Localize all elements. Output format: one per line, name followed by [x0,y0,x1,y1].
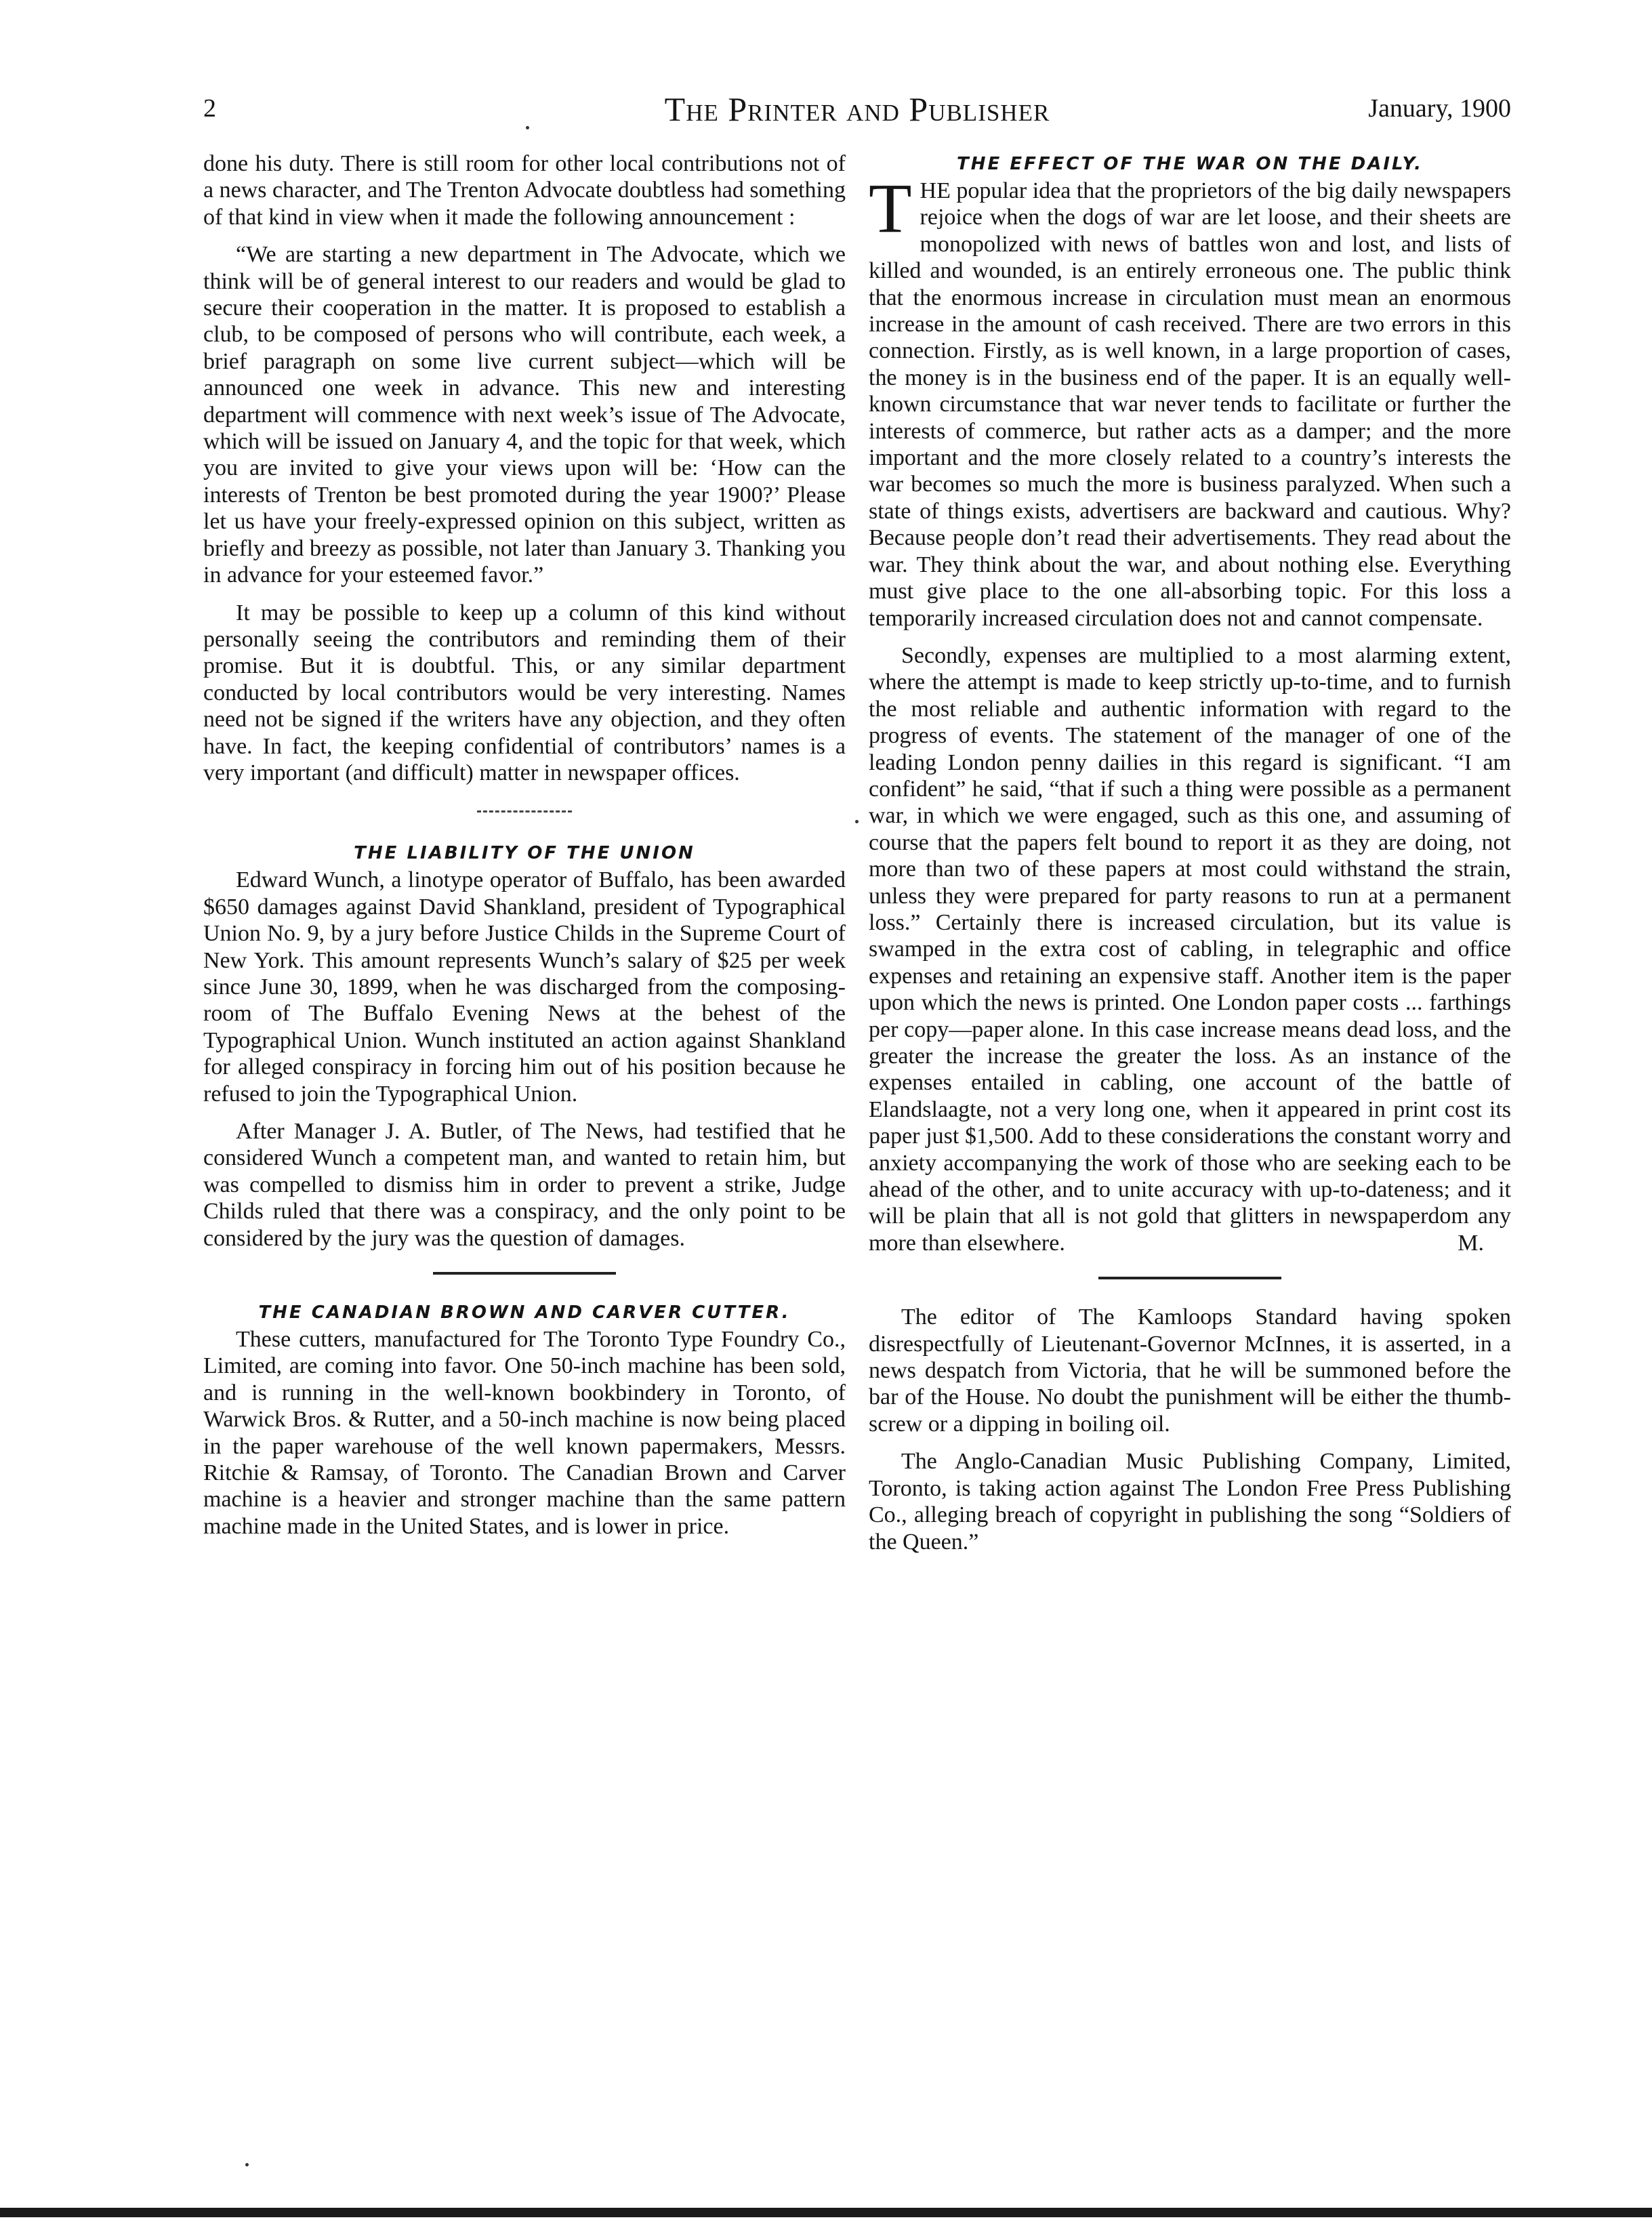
bottom-rule [0,2208,1652,2217]
war-paragraph [869,642,1511,1256]
kamloops-paragraph: The editor of The Kamloops Standard having spoken disrespectfully of Lieutenant-Governor McInnes, it is asserted, in a news despatch from Victoria, that he will be summoned before the bar of the House. No doubt the punishment will be either the thumb-screw or a dipping in boiling oil. [869,1304,1511,1437]
cutter-paragraph: These cutters, manufactured for The Toronto Type Foundry Co., Limited, are coming into favor. One 50-inch machine has been sold, and is running in the well-known bookbindery in Toronto, of Warwick Bros. & Rutter, and a 50-inch machine is now being placed in the paper warehouse of the well known papermakers, Messrs. Ritchie & Ramsay, of Toronto. The Canadian Brown and Carver machine is a heavier and stronger machine than the same pattern machine made in the United States, and is lower in price. [203,1327,846,1539]
issue-date: January, 1900 [1368,94,1511,123]
page-header [203,89,1511,137]
advocate-quote [203,241,846,588]
right-column [869,150,1511,1566]
liability-paragraph: After Manager J. A. Butler, of The News, had testified that he considered Wunch a competent man, and wanted to retain him, but was compelled to dismiss him in order to prevent a strike, Judge Childs ruled that there was a conspiracy, and the only point to be considered by the jury was the question of damages. [203,1119,846,1251]
cutter-heading: THE CANADIAN BROWN AND CARVER CUTTER. [258,1302,791,1323]
author-signature: M. [1458,1230,1484,1256]
print-speck [245,2163,249,2166]
drop-cap: T [869,169,912,247]
journal-title: The Printer and Publisher [664,90,1050,128]
print-speck [526,126,529,129]
intro-paragraph: done his duty. There is still room for other local contributions not of a news character, and The Trenton Advocate doubtless had something of that kind in view when it made the following announcement : [203,151,846,230]
section-divider [1098,1277,1281,1279]
section-divider [433,1272,616,1275]
comment-paragraph: It may be possible to keep up a column of this kind without personally seeing the contributors and reminding them of their promise. But it is doubtful. This, or any similar department conducted by local contributors would be very interesting. Names need not be signed if the writers have any objection, and they often have. In fact, the keeping confidential of contributors’ names is a very important (and difficult) matter in newspaper offices. [203,600,846,785]
music-paragraph: The Anglo-Canadian Music Publishing Company, Limited, Toronto, is taking action against The London Free Press Publishing Co., alleging breach of copyright in publishing the song “Soldiers of the Queen.” [869,1449,1511,1555]
print-speck [855,820,859,823]
left-column [203,150,846,1550]
war-paragraph [869,169,1511,632]
liability-heading: THE LIABILITY OF THE UNION [354,843,695,864]
war-heading: THE EFFECT OF THE WAR ON THE DAILY. [957,154,1423,174]
war-paragraph-text: Secondly, expenses are multiplied to a most alarming extent, where the attempt is made to keep strictly up-to-time, and to furnish the most reliable and authentic information with regard to the progress of events. The statement of the manager of one of the leading London penny dailies in this regard is significant. “I am confident” he said, “that if such a thing were possible as a permanent war, in which we were engaged, such as this one, and assuming of course that the papers felt bound to report it as they are doing, not more than two of these papers at most could withstand the strain, unless they were prepared for party reasons to run at a permanent loss.” Certainly there is increased circulation, but its value is swamped in the extra cost of cabling, in telegraphic and office expenses and retaining an expensive staff. Another item is the paper upon which the news is printed. One London paper costs ... farthings per copy—paper alone. In this case increase means dead loss, and the greater the increase the greater the loss. As an instance of the expenses entailed in cabling, one account of the battle of Elandslaagte, not a very long one, when it appeared in print cost its paper just $1,500. Add to these considerations the constant worry and anxiety accompanying the work of those who are seeking each to be ahead of the other, and to unite accuracy with up-to-dateness; and it will be plain that all is not gold that glitters in newspaperdom any more than elsewhere. [869,642,1511,1256]
section-divider [477,810,572,812]
liability-paragraph: Edward Wunch, a linotype operator of Buffalo, has been awarded $650 damages against David Shankland, president of Typographical Union No. 9, by a jury before Justice Childs in the Supreme Court of New York. This amount represents Wunch’s salary of $25 per week since June 30, 1899, when he was discharged from the composing-room of The Buffalo Evening News at the behest of the Typographical Union. Wunch instituted an action against Shankland for alleged conspiracy in forcing him out of his position because he refused to join the Typographical Union. [203,867,846,1107]
war-paragraph-text: HE popular idea that the proprietors of the big daily newspapers rejoice when the dogs of war are let loose, and their sheets are monopolized with news of battles won and lost, and lists of killed and wounded, is an entirely erroneous one. The public think that the enormous increase in circulation must mean an enormous increase in the amount of cash received. There are two errors in this connection. Firstly, as is well known, in a large proportion of cases, the money is in the business end of the paper. It is an equally well-known circumstance that war never tends to facilitate or further the interests of commerce, but rather acts as a damper; and the more important and the more closely related to a country’s interests the war becomes so much the more is business paralyzed. When such a state of things exists, advertisers are backward and cautious. Why? Because people don’t read their advertisements. They read about the war. They think about the war, and about nothing else. Everything must give place to the one all-absorbing topic. For this loss a temporarily increased circulation does not and cannot compensate. [869,178,1511,631]
page-number: 2 [203,94,216,123]
quote-paragraph: “We are starting a new department in The Advocate, which we think will be of general interest to our readers and would be glad to secure their cooperation in the matter. It is proposed to establish a club, to be composed of persons who will contribute, each week, a brief paragraph on some live current subject—which will be announced one week in advance. This new and interesting department will commence with next week’s issue of The Advocate, which will be issued on January 4, and the topic for that week, which you are invited to give your views upon will be: ‘How can the interests of Trenton be best promoted during the year 1900?’ Please let us have your freely-expressed opinion on this subject, written as briefly and breezy as possible, not later than January 3. Thanking you in advance for your esteemed favor.” [203,242,846,588]
